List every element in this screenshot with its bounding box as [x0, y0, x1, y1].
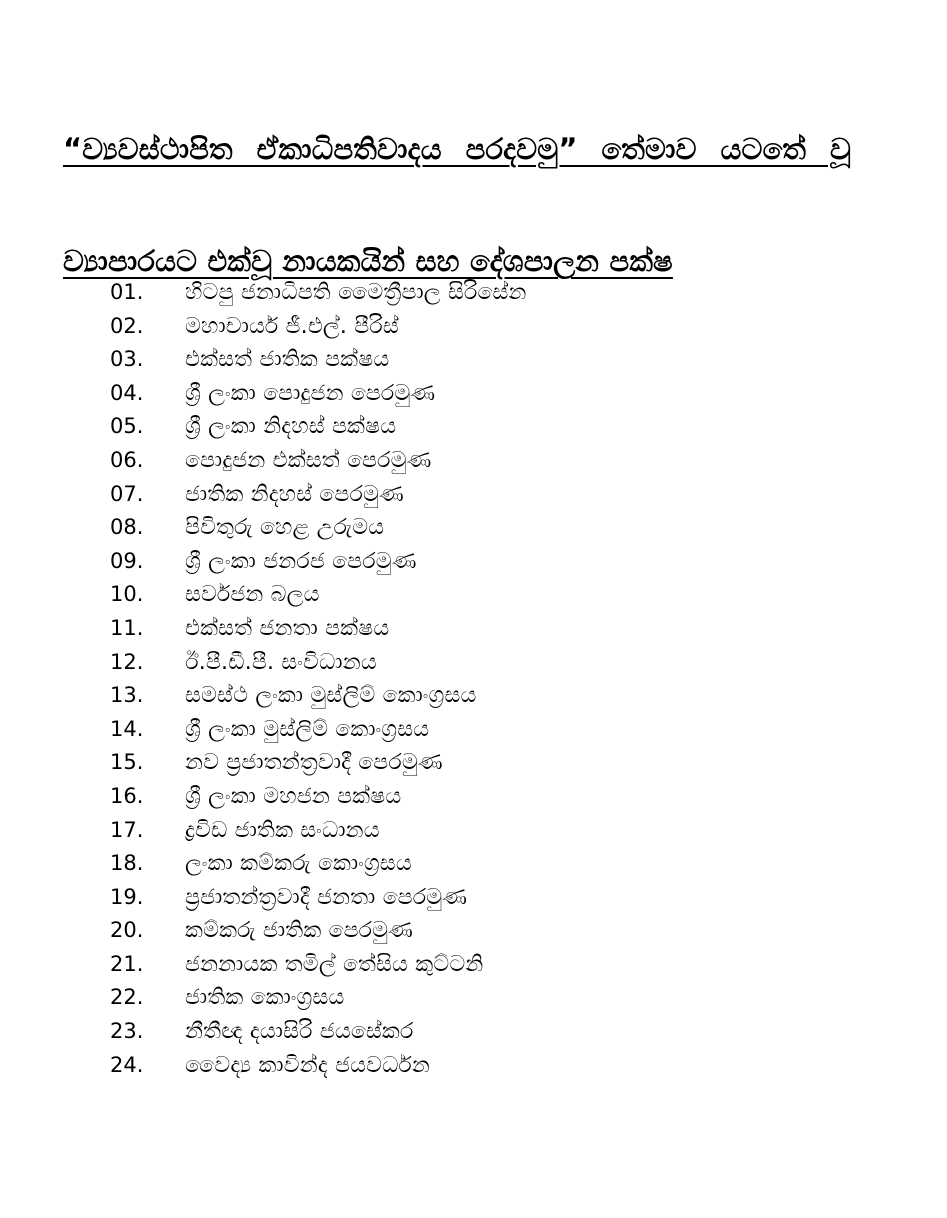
- list-item: [110, 646, 870, 680]
- list-item: [110, 847, 870, 881]
- list-item: [110, 948, 870, 982]
- list-item: [110, 511, 870, 545]
- item-number: 03.: [110, 347, 144, 372]
- item-text: ඊ.පී.ඩී.පී. සංවිධානය: [185, 649, 377, 675]
- list-item: [110, 746, 870, 780]
- item-number: 18.: [110, 851, 144, 876]
- item-text: හිටපු ජනාධිපති මෛත්‍රීපාල සිරිසේන: [185, 280, 527, 305]
- list-item: [110, 1015, 870, 1049]
- item-text: ජනනායක තමිල් තේසිය කුට්ටනි: [185, 951, 484, 977]
- item-number: 10.: [110, 582, 144, 607]
- item-text: සර්වජන බලය: [185, 582, 320, 608]
- list-item: [110, 713, 870, 747]
- page-title-line-1: “ව්‍යවස්ථාපිත ඒකාධිපතිවාදය පරදවමු” තේමාව යටතේ වූ: [63, 132, 851, 167]
- page-title: [63, 121, 851, 289]
- item-text: ලංකා කම්කරු කොංග්‍රසය: [185, 851, 412, 877]
- item-number: 05.: [110, 414, 144, 439]
- list-item: [110, 377, 870, 411]
- item-number: 09.: [110, 548, 144, 573]
- item-number: 14.: [110, 716, 144, 741]
- item-text: ද්‍රවිඩ ජාතික සංධානය: [185, 817, 380, 843]
- list-item: [110, 578, 870, 612]
- list-item: [110, 410, 870, 444]
- item-number: 11.: [110, 615, 144, 640]
- list-item: [110, 478, 870, 512]
- list-item: [110, 1049, 870, 1083]
- item-number: 04.: [110, 380, 144, 405]
- list-item: [110, 679, 870, 713]
- item-text: මහාචාර්ය ජී.එල්. පීරිස්: [185, 313, 399, 339]
- item-number: 24.: [110, 1052, 144, 1077]
- item-text: ජාතික කොංග්‍රසය: [185, 985, 345, 1011]
- list-item: [110, 310, 870, 344]
- item-text: පොදුජන එක්සත් පෙරමුණ: [185, 447, 432, 473]
- item-number: 19.: [110, 884, 144, 909]
- item-text: ශ්‍රී ලංකා මුස්ලිම් කොංග්‍රසය: [185, 716, 430, 742]
- item-text: නීතීඥ දයාසිරි ජයසේකර: [185, 1019, 414, 1045]
- item-number: 08.: [110, 515, 144, 540]
- list-item: [110, 814, 870, 848]
- item-number: 06.: [110, 447, 144, 472]
- item-number: 15.: [110, 750, 144, 775]
- item-number: 02.: [110, 313, 144, 338]
- list-item: [110, 914, 870, 948]
- list-item: [110, 881, 870, 915]
- item-text: එක්සත් ජනතා පක්ෂය: [185, 615, 390, 641]
- item-text: ශ්‍රී ලංකා පොදුජන පෙරමුණ: [185, 380, 436, 406]
- list-item: [110, 612, 870, 646]
- item-text: ප්‍රජාතන්ත්‍රවාදී ජනතා පෙරමුණ: [185, 884, 468, 910]
- list-item: [110, 981, 870, 1015]
- item-text: පිවිතුරු හෙළ උරුමය: [185, 515, 385, 541]
- item-number: 01.: [110, 280, 144, 304]
- party-list: [110, 276, 870, 1082]
- item-text: කම්කරු ජාතික පෙරමුණ: [185, 918, 414, 944]
- item-text: නව ප්‍රජාතන්ත්‍රවාදී පෙරමුණ: [185, 750, 443, 776]
- list-item: [110, 444, 870, 478]
- item-number: 20.: [110, 918, 144, 943]
- list-item: [110, 545, 870, 579]
- item-text: ශ්‍රී ලංකා මහජන පක්ෂය: [185, 783, 402, 809]
- list-item: [110, 276, 870, 310]
- page-title-line-2: ව්‍යාපාරයට එක්වූ නායකයින් සහ දේශපාලන පක්ෂ: [63, 244, 673, 279]
- item-text: සමස්ථ ලංකා මුස්ලිම් කොංග්‍රසය: [185, 683, 477, 709]
- item-number: 07.: [110, 481, 144, 506]
- item-text: ජාතික නිදහස් පෙරමුණ: [185, 481, 404, 507]
- item-text: වෛද්‍ය කාවින්ද ජයවර්ධන: [185, 1052, 430, 1078]
- list-item: [110, 343, 870, 377]
- item-text: එක්සත් ජාතික පක්ෂය: [185, 347, 390, 373]
- item-text: ශ්‍රී ලංකා නිදහස් පක්ෂය: [185, 414, 397, 440]
- item-number: 23.: [110, 1019, 144, 1044]
- list-item: [110, 780, 870, 814]
- item-number: 12.: [110, 649, 144, 674]
- item-number: 17.: [110, 817, 144, 842]
- item-number: 21.: [110, 951, 144, 976]
- item-number: 13.: [110, 683, 144, 708]
- item-text: ශ්‍රී ලංකා ජනරජ පෙරමුණ: [185, 548, 417, 574]
- item-number: 22.: [110, 985, 144, 1010]
- item-number: 16.: [110, 783, 144, 808]
